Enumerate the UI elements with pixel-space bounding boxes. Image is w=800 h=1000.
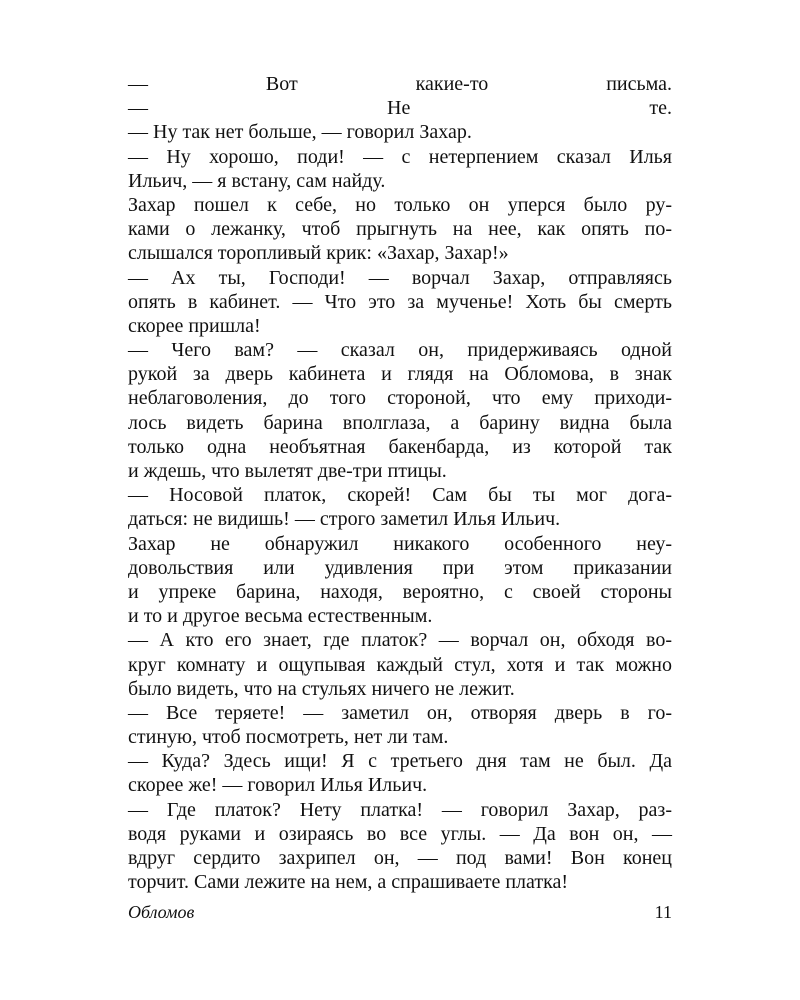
text-line: стиную, чтоб посмотреть, нет ли там.: [128, 726, 449, 749]
text-line: и упреке барина, находя, вероятно, с своей стороны: [128, 580, 672, 603]
text-line: и то и другое весьма естественным.: [128, 605, 433, 628]
text-line: Захар не обнаружил никакого особенного неу-: [128, 532, 672, 555]
text-line: — Где платок? Нету платка! — говорил Захар, раз-: [128, 798, 672, 821]
text-line: — Не те.: [128, 97, 672, 120]
running-title: Обломов: [128, 902, 195, 922]
text-line: торчит. Сами лежите на нем, а спрашиваете платка!: [128, 871, 569, 894]
text-line: было видеть, что на стульях ничего не лежит.: [128, 677, 515, 700]
text-line: — Чего вам? — сказал он, придерживаясь одной: [128, 339, 672, 362]
text-line: Захар пошел к себе, но только он уперся было ру-: [128, 193, 672, 216]
page-footer: [128, 902, 672, 928]
page-number: 11: [654, 902, 672, 922]
text-line: — Ну так нет больше, — говорил Захар.: [128, 121, 472, 144]
text-line: — Ну хорошо, поди! — с нетерпением сказал Илья: [128, 145, 672, 168]
text-line: лось видеть барина вполглаза, а барину видна была: [128, 411, 672, 434]
text-line: слышался торопливый крик: «Захар, Захар!»: [128, 242, 509, 265]
text-line: и ждешь, что вылетят две-три птицы.: [128, 460, 447, 482]
text-line: — Вот какие-то письма.: [128, 73, 672, 95]
text-line: опять в кабинет. — Что это за мученье! Хоть бы смерть: [128, 290, 672, 313]
text-line: — А кто его знает, где платок? — ворчал он, обходя во-: [128, 629, 672, 652]
text-line: Ильич, — я встану, сам найду.: [128, 169, 386, 192]
text-line: — Ах ты, Господи! — ворчал Захар, отправляясь: [128, 266, 672, 289]
text-line: вдруг сердито захрипел он, — под вами! Вон конец: [128, 847, 672, 869]
text-line: рукой за дверь кабинета и глядя на Обломова, в знак: [128, 363, 672, 386]
text-line: скорее пришла!: [128, 314, 261, 337]
text-line: — Куда? Здесь ищи! Я с третьего дня там не был. Да: [128, 750, 672, 773]
page-text: [128, 72, 672, 894]
text-line: водя руками и озираясь во все углы. — Да вон он, —: [128, 822, 672, 845]
text-line: только одна необъятная бакенбарда, из которой так: [128, 435, 672, 458]
text-line: круг комнату и ощупывая каждый стул, хотя и так можно: [128, 653, 672, 676]
text-line: — Все теряете! — заметил он, отворяя дверь в го-: [128, 701, 672, 724]
text-line: — Носовой платок, скорей! Сам бы ты мог дога-: [128, 484, 672, 507]
text-line: скорее же! — говорил Илья Ильич.: [128, 774, 428, 797]
text-line: неблаговоления, до того стороной, что ему приходи-: [128, 387, 672, 410]
text-line: довольствия или удивления при этом приказании: [128, 556, 672, 579]
text-line: ками о лежанку, чтоб прыгнуть на нее, как опять по-: [128, 218, 672, 241]
text-line: даться: не видишь! — строго заметил Илья Ильич.: [128, 508, 561, 531]
